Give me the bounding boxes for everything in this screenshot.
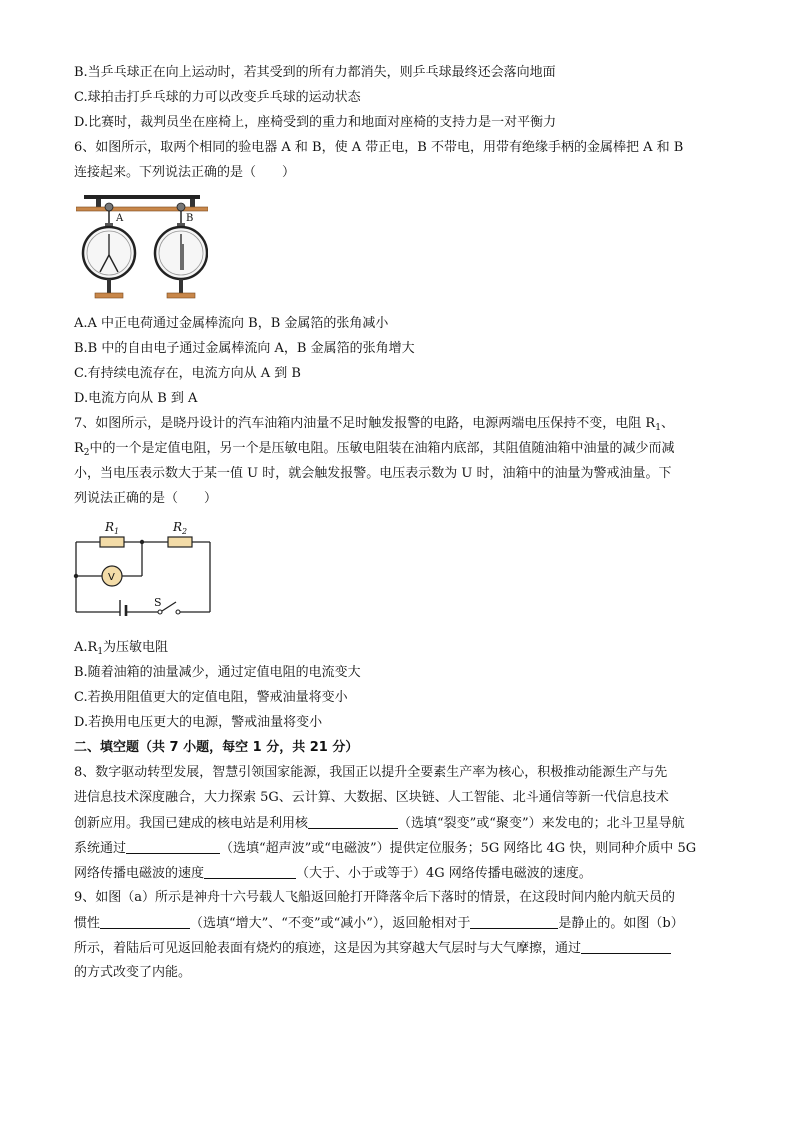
q8-l5-text-a: 网络传播电磁波的速度	[74, 866, 205, 881]
q7-stem-line3: 小，当电压表示数大于某一值 U 时，就会触发报警。电压表示数为 U 时，油箱中的油量为警戒油量。下	[74, 466, 672, 481]
q9-line4: 的方式改变了内能。	[74, 965, 192, 980]
r2-label: R	[173, 520, 183, 534]
q8-l3-text-b: （选填“裂变”或“聚变”）来发电的；北斗卫星导航	[398, 816, 685, 831]
q6-option-b: B.B 中的自由电子通过金属棒流向 A，B 金属箔的张角增大	[74, 341, 415, 356]
r2-subscript: 2	[182, 527, 188, 536]
q9-line2	[74, 914, 724, 933]
q7-stem-line2	[74, 440, 724, 458]
q5-option-d: D.比赛时，裁判员坐在座椅上，座椅受到的重力和地面对座椅的支持力是一对平衡力	[74, 115, 557, 130]
q7-stem2-text: 中的一个是定值电阻，另一个是压敏电阻。压敏电阻装在油箱内底部，其阻值随油箱中油量的减少而减	[89, 441, 675, 456]
q9-blank-2[interactable]	[470, 914, 558, 929]
q9-l2-text-a: 惯性	[74, 916, 101, 931]
q8-l4-text-b: （选填“超声波”或“电磁波”）提供定位服务；5G 网络比 4G 快，则同种介质中 5G	[220, 841, 697, 856]
q9-l2-text-b: （选填“增大”、“不变”或“减小”），返回舱相对于	[190, 916, 471, 931]
q8-l5-text-b: （大于、小于或等于）4G 网络传播电磁波的速度。	[296, 866, 592, 881]
q9-line1: 9、如图（a）所示是神舟十六号载人飞船返回舱打开降落伞后下落时的情景，在这段时间内舱内航天员的	[74, 890, 676, 905]
section-fill-in-heading: 二、填空题（共 7 小题，每空 1 分，共 21 分）	[74, 740, 359, 755]
q8-line4	[74, 839, 724, 858]
q8-line5	[74, 864, 724, 883]
electroscope-label-a: A	[116, 213, 124, 224]
q7-stem-line1	[74, 415, 724, 433]
q7-optA-rest: 为压敏电阻	[103, 640, 169, 655]
q8-line3	[74, 814, 724, 833]
circuit-diagram	[72, 516, 214, 616]
svg-text:R2	[172, 520, 187, 536]
q9-blank-1[interactable]	[100, 914, 190, 929]
q7-stem2-r: R	[74, 441, 84, 456]
electroscope-label-b: B	[186, 213, 194, 224]
r1-label: R	[105, 520, 115, 534]
q7-option-a	[74, 639, 724, 657]
q6-stem-line1: 6、如图所示，取两个相同的验电器 A 和 B，使 A 带正电，B 不带电，用带有绝缘手柄的金属棒把 A 和 B	[74, 140, 684, 155]
q9-blank-3[interactable]	[581, 939, 671, 954]
voltmeter-label: V	[108, 572, 115, 583]
q8-line1: 8、数字驱动转型发展，智慧引领国家能源，我国正以提升全要素生产率为核心，积极推动能源生产与先	[74, 765, 668, 780]
q5-option-c: C.球拍击打乒乓球的力可以改变乒乓球的运动状态	[74, 90, 361, 105]
q7-stem1-comma: 、	[660, 416, 674, 431]
q8-blank-3[interactable]	[204, 864, 296, 879]
q8-blank-2[interactable]	[126, 839, 220, 854]
q7-optA-text: A.R	[74, 640, 98, 655]
q8-l3-text-a: 创新应用。我国已建成的核电站是利用核	[74, 816, 309, 831]
q7-option-d: D.若换用电压更大的电源，警戒油量将变小	[74, 715, 323, 730]
q8-l4-text-a: 系统通过	[74, 841, 127, 856]
q6-option-a: A.A 中正电荷通过金属棒流向 B，B 金属箔的张角减小	[74, 316, 389, 331]
q8-blank-1[interactable]	[308, 814, 398, 829]
q9-l3-text-a: 所示，着陆后可见返回舱表面有烧灼的痕迹，这是因为其穿越大气层时与大气摩擦，通过	[74, 941, 582, 956]
q7-stem1-text: 7、如图所示，是晓丹设计的汽车油箱内油量不足时触发报警的电路，电源两端电压保持不变，电阻 R	[74, 416, 656, 431]
electroscope-figure	[76, 194, 208, 300]
q7-stem1-sub: 1	[655, 423, 661, 433]
r1-subscript: 1	[114, 527, 120, 536]
q7-stem-line4: 列说法正确的是（ ）	[74, 491, 218, 506]
q6-option-d: D.电流方向从 B 到 A	[74, 391, 198, 406]
q7-option-c: C.若换用阻值更大的定值电阻，警戒油量将变小	[74, 690, 348, 705]
q7-optA-sub: 1	[97, 647, 104, 657]
q7-option-b: B.随着油箱的油量减少，通过定值电阻的电流变大	[74, 665, 361, 680]
switch-label: S	[154, 596, 162, 609]
q6-stem-line2: 连接起来。下列说法正确的是（ ）	[74, 165, 296, 180]
q7-stem2-sub: 2	[83, 448, 90, 458]
q8-line2: 进信息技术深度融合，大力探索 5G、云计算、大数据、区块链、人工智能、北斗通信等新一代信息技术	[74, 790, 669, 805]
svg-text:R1	[104, 520, 119, 536]
q5-option-b: B.当乒乓球正在向上运动时，若其受到的所有力都消失，则乒乓球最终还会落向地面	[74, 65, 556, 80]
q6-option-c: C.有持续电流存在，电流方向从 A 到 B	[74, 366, 301, 381]
q9-l2-text-c: 是静止的。如图（b）	[558, 916, 684, 931]
q9-line3	[74, 939, 724, 958]
